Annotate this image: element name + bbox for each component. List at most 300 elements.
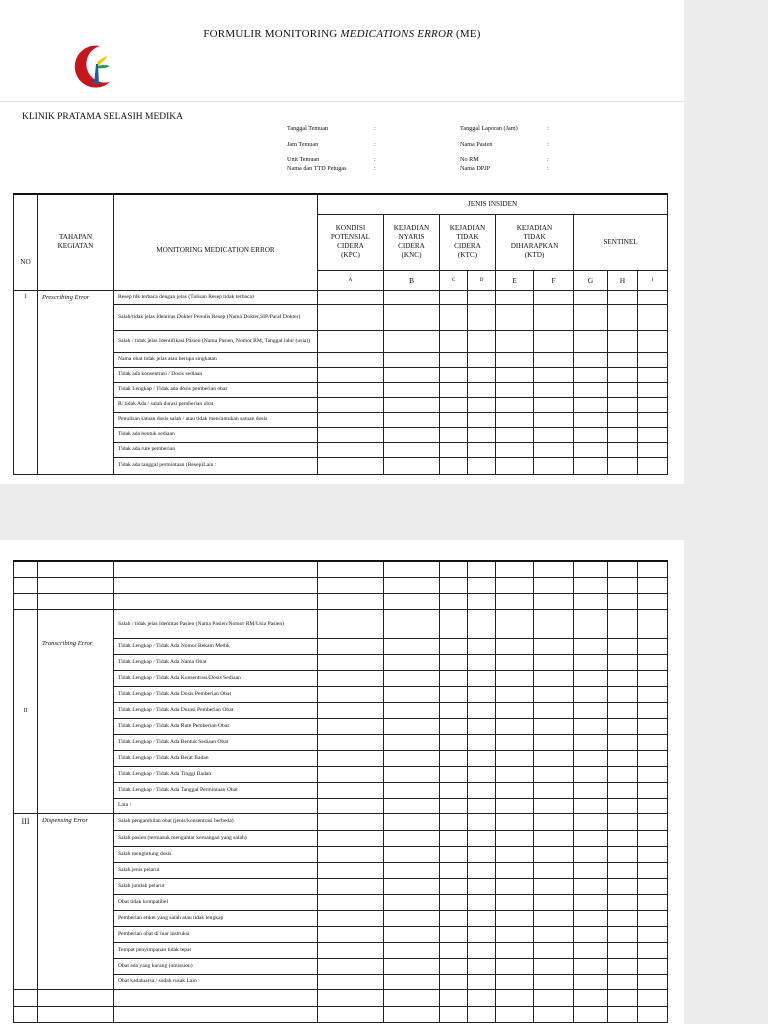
check-cell[interactable] xyxy=(384,878,440,894)
check-cell[interactable] xyxy=(440,561,468,577)
check-cell[interactable] xyxy=(608,654,638,670)
check-cell[interactable] xyxy=(534,367,574,382)
check-cell[interactable] xyxy=(440,397,468,412)
check-cell[interactable] xyxy=(440,702,468,718)
check-cell[interactable] xyxy=(440,609,468,638)
check-cell[interactable] xyxy=(574,412,608,427)
check-cell[interactable] xyxy=(496,638,534,654)
check-cell[interactable] xyxy=(318,894,384,910)
check-cell[interactable] xyxy=(440,798,468,813)
check-cell[interactable] xyxy=(318,830,384,846)
check-cell[interactable] xyxy=(534,718,574,734)
check-cell[interactable] xyxy=(534,782,574,798)
check-cell[interactable] xyxy=(440,670,468,686)
check-cell[interactable] xyxy=(496,862,534,878)
check-cell[interactable] xyxy=(574,330,608,352)
check-cell[interactable] xyxy=(574,750,608,766)
check-cell[interactable] xyxy=(496,750,534,766)
check-cell[interactable] xyxy=(384,782,440,798)
check-cell[interactable] xyxy=(534,330,574,352)
check-cell[interactable] xyxy=(496,304,534,330)
check-cell[interactable] xyxy=(608,561,638,577)
check-cell[interactable] xyxy=(496,942,534,958)
check-cell[interactable] xyxy=(638,862,668,878)
check-cell[interactable] xyxy=(318,910,384,926)
check-cell[interactable] xyxy=(608,862,638,878)
check-cell[interactable] xyxy=(608,290,638,304)
check-cell[interactable] xyxy=(440,734,468,750)
check-cell[interactable] xyxy=(468,304,496,330)
check-cell[interactable] xyxy=(574,926,608,942)
check-cell[interactable] xyxy=(384,974,440,989)
check-cell[interactable] xyxy=(638,330,668,352)
check-cell[interactable] xyxy=(440,577,468,593)
check-cell[interactable] xyxy=(534,638,574,654)
check-cell[interactable] xyxy=(496,702,534,718)
check-cell[interactable] xyxy=(318,457,384,474)
check-cell[interactable] xyxy=(440,412,468,427)
check-cell[interactable] xyxy=(574,561,608,577)
check-cell[interactable] xyxy=(384,1006,440,1022)
check-cell[interactable] xyxy=(608,427,638,442)
check-cell[interactable] xyxy=(534,910,574,926)
check-cell[interactable] xyxy=(318,561,384,577)
check-cell[interactable] xyxy=(384,457,440,474)
check-cell[interactable] xyxy=(534,457,574,474)
check-cell[interactable] xyxy=(318,577,384,593)
check-cell[interactable] xyxy=(384,830,440,846)
check-cell[interactable] xyxy=(534,686,574,702)
check-cell[interactable] xyxy=(468,561,496,577)
check-cell[interactable] xyxy=(574,782,608,798)
check-cell[interactable] xyxy=(574,813,608,830)
check-cell[interactable] xyxy=(638,910,668,926)
check-cell[interactable] xyxy=(496,878,534,894)
check-cell[interactable] xyxy=(496,427,534,442)
check-cell[interactable] xyxy=(318,926,384,942)
check-cell[interactable] xyxy=(638,382,668,397)
check-cell[interactable] xyxy=(638,290,668,304)
check-cell[interactable] xyxy=(114,1006,318,1022)
check-cell[interactable] xyxy=(608,766,638,782)
check-cell[interactable] xyxy=(496,782,534,798)
check-cell[interactable] xyxy=(496,718,534,734)
check-cell[interactable] xyxy=(384,894,440,910)
check-cell[interactable] xyxy=(574,427,608,442)
check-cell[interactable] xyxy=(440,862,468,878)
check-cell[interactable] xyxy=(318,686,384,702)
check-cell[interactable] xyxy=(384,910,440,926)
check-cell[interactable] xyxy=(384,846,440,862)
check-cell[interactable] xyxy=(440,427,468,442)
check-cell[interactable] xyxy=(384,609,440,638)
check-cell[interactable] xyxy=(384,290,440,304)
check-cell[interactable] xyxy=(608,638,638,654)
check-cell[interactable] xyxy=(318,670,384,686)
check-cell[interactable] xyxy=(574,367,608,382)
check-cell[interactable] xyxy=(384,304,440,330)
check-cell[interactable] xyxy=(440,926,468,942)
check-cell[interactable] xyxy=(534,846,574,862)
check-cell[interactable] xyxy=(534,352,574,367)
check-cell[interactable] xyxy=(384,718,440,734)
check-cell[interactable] xyxy=(468,1006,496,1022)
check-cell[interactable] xyxy=(638,702,668,718)
check-cell[interactable] xyxy=(638,442,668,457)
check-cell[interactable] xyxy=(496,593,534,609)
check-cell[interactable] xyxy=(638,686,668,702)
check-cell[interactable] xyxy=(638,352,668,367)
check-cell[interactable] xyxy=(468,750,496,766)
check-cell[interactable] xyxy=(638,638,668,654)
check-cell[interactable] xyxy=(496,670,534,686)
check-cell[interactable] xyxy=(608,577,638,593)
check-cell[interactable] xyxy=(638,1006,668,1022)
check-cell[interactable] xyxy=(114,577,318,593)
check-cell[interactable] xyxy=(318,304,384,330)
check-cell[interactable] xyxy=(574,654,608,670)
check-cell[interactable] xyxy=(574,894,608,910)
check-cell[interactable] xyxy=(608,750,638,766)
check-cell[interactable] xyxy=(608,382,638,397)
check-cell[interactable] xyxy=(608,304,638,330)
check-cell[interactable] xyxy=(384,989,440,1006)
check-cell[interactable] xyxy=(638,457,668,474)
check-cell[interactable] xyxy=(638,798,668,813)
check-cell[interactable] xyxy=(534,878,574,894)
check-cell[interactable] xyxy=(496,846,534,862)
check-cell[interactable] xyxy=(534,830,574,846)
check-cell[interactable] xyxy=(440,442,468,457)
check-cell[interactable] xyxy=(384,942,440,958)
check-cell[interactable] xyxy=(534,1006,574,1022)
check-cell[interactable] xyxy=(534,958,574,974)
check-cell[interactable] xyxy=(534,427,574,442)
check-cell[interactable] xyxy=(468,290,496,304)
check-cell[interactable] xyxy=(608,609,638,638)
check-cell[interactable] xyxy=(638,427,668,442)
check-cell[interactable] xyxy=(440,846,468,862)
check-cell[interactable] xyxy=(608,846,638,862)
check-cell[interactable] xyxy=(384,577,440,593)
check-cell[interactable] xyxy=(496,958,534,974)
check-cell[interactable] xyxy=(638,782,668,798)
check-cell[interactable] xyxy=(496,330,534,352)
check-cell[interactable] xyxy=(318,654,384,670)
check-cell[interactable] xyxy=(574,304,608,330)
check-cell[interactable] xyxy=(574,942,608,958)
check-cell[interactable] xyxy=(384,427,440,442)
check-cell[interactable] xyxy=(608,974,638,989)
check-cell[interactable] xyxy=(574,974,608,989)
check-cell[interactable] xyxy=(638,813,668,830)
check-cell[interactable] xyxy=(440,457,468,474)
check-cell[interactable] xyxy=(468,894,496,910)
check-cell[interactable] xyxy=(574,457,608,474)
check-cell[interactable] xyxy=(468,330,496,352)
check-cell[interactable] xyxy=(468,926,496,942)
check-cell[interactable] xyxy=(468,352,496,367)
check-cell[interactable] xyxy=(534,442,574,457)
check-cell[interactable] xyxy=(384,702,440,718)
check-cell[interactable] xyxy=(440,290,468,304)
check-cell[interactable] xyxy=(638,654,668,670)
check-cell[interactable] xyxy=(318,878,384,894)
check-cell[interactable] xyxy=(608,734,638,750)
check-cell[interactable] xyxy=(608,412,638,427)
check-cell[interactable] xyxy=(534,561,574,577)
check-cell[interactable] xyxy=(574,442,608,457)
check-cell[interactable] xyxy=(638,367,668,382)
check-cell[interactable] xyxy=(608,397,638,412)
check-cell[interactable] xyxy=(496,894,534,910)
check-cell[interactable] xyxy=(440,382,468,397)
check-cell[interactable] xyxy=(440,942,468,958)
check-cell[interactable] xyxy=(574,593,608,609)
check-cell[interactable] xyxy=(638,577,668,593)
check-cell[interactable] xyxy=(38,577,114,593)
check-cell[interactable] xyxy=(534,989,574,1006)
check-cell[interactable] xyxy=(534,750,574,766)
check-cell[interactable] xyxy=(608,830,638,846)
check-cell[interactable] xyxy=(496,290,534,304)
check-cell[interactable] xyxy=(468,846,496,862)
check-cell[interactable] xyxy=(638,561,668,577)
check-cell[interactable] xyxy=(638,670,668,686)
check-cell[interactable] xyxy=(608,958,638,974)
check-cell[interactable] xyxy=(318,382,384,397)
check-cell[interactable] xyxy=(496,830,534,846)
check-cell[interactable] xyxy=(468,382,496,397)
check-cell[interactable] xyxy=(574,862,608,878)
check-cell[interactable] xyxy=(440,750,468,766)
check-cell[interactable] xyxy=(440,958,468,974)
check-cell[interactable] xyxy=(468,457,496,474)
check-cell[interactable] xyxy=(608,352,638,367)
check-cell[interactable] xyxy=(638,942,668,958)
check-cell[interactable] xyxy=(496,561,534,577)
check-cell[interactable] xyxy=(638,412,668,427)
check-cell[interactable] xyxy=(638,750,668,766)
check-cell[interactable] xyxy=(440,989,468,1006)
check-cell[interactable] xyxy=(638,878,668,894)
check-cell[interactable] xyxy=(574,290,608,304)
check-cell[interactable] xyxy=(608,878,638,894)
check-cell[interactable] xyxy=(574,830,608,846)
check-cell[interactable] xyxy=(468,942,496,958)
check-cell[interactable] xyxy=(574,670,608,686)
check-cell[interactable] xyxy=(468,813,496,830)
check-cell[interactable] xyxy=(468,702,496,718)
check-cell[interactable] xyxy=(440,352,468,367)
check-cell[interactable] xyxy=(496,974,534,989)
check-cell[interactable] xyxy=(384,638,440,654)
check-cell[interactable] xyxy=(318,1006,384,1022)
check-cell[interactable] xyxy=(384,734,440,750)
check-cell[interactable] xyxy=(38,1006,114,1022)
check-cell[interactable] xyxy=(468,397,496,412)
check-cell[interactable] xyxy=(496,367,534,382)
check-cell[interactable] xyxy=(574,734,608,750)
check-cell[interactable] xyxy=(440,593,468,609)
check-cell[interactable] xyxy=(14,989,38,1006)
check-cell[interactable] xyxy=(318,442,384,457)
check-cell[interactable] xyxy=(638,974,668,989)
check-cell[interactable] xyxy=(440,974,468,989)
check-cell[interactable] xyxy=(534,894,574,910)
check-cell[interactable] xyxy=(38,593,114,609)
check-cell[interactable] xyxy=(468,958,496,974)
check-cell[interactable] xyxy=(468,412,496,427)
check-cell[interactable] xyxy=(384,654,440,670)
check-cell[interactable] xyxy=(534,290,574,304)
check-cell[interactable] xyxy=(14,561,38,577)
check-cell[interactable] xyxy=(318,942,384,958)
check-cell[interactable] xyxy=(318,989,384,1006)
check-cell[interactable] xyxy=(574,846,608,862)
check-cell[interactable] xyxy=(14,1006,38,1022)
check-cell[interactable] xyxy=(440,330,468,352)
check-cell[interactable] xyxy=(440,638,468,654)
check-cell[interactable] xyxy=(496,609,534,638)
check-cell[interactable] xyxy=(14,577,38,593)
check-cell[interactable] xyxy=(608,442,638,457)
check-cell[interactable] xyxy=(608,926,638,942)
check-cell[interactable] xyxy=(14,593,38,609)
check-cell[interactable] xyxy=(574,397,608,412)
check-cell[interactable] xyxy=(468,718,496,734)
check-cell[interactable] xyxy=(468,609,496,638)
check-cell[interactable] xyxy=(318,367,384,382)
check-cell[interactable] xyxy=(608,702,638,718)
check-cell[interactable] xyxy=(574,798,608,813)
check-cell[interactable] xyxy=(468,367,496,382)
check-cell[interactable] xyxy=(574,878,608,894)
check-cell[interactable] xyxy=(638,734,668,750)
check-cell[interactable] xyxy=(496,734,534,750)
check-cell[interactable] xyxy=(496,926,534,942)
check-cell[interactable] xyxy=(496,577,534,593)
check-cell[interactable] xyxy=(574,638,608,654)
check-cell[interactable] xyxy=(318,330,384,352)
check-cell[interactable] xyxy=(384,382,440,397)
check-cell[interactable] xyxy=(384,561,440,577)
check-cell[interactable] xyxy=(38,561,114,577)
check-cell[interactable] xyxy=(496,457,534,474)
check-cell[interactable] xyxy=(384,750,440,766)
check-cell[interactable] xyxy=(384,926,440,942)
check-cell[interactable] xyxy=(468,782,496,798)
check-cell[interactable] xyxy=(384,686,440,702)
check-cell[interactable] xyxy=(496,686,534,702)
check-cell[interactable] xyxy=(318,766,384,782)
check-cell[interactable] xyxy=(496,654,534,670)
check-cell[interactable] xyxy=(496,352,534,367)
check-cell[interactable] xyxy=(534,412,574,427)
check-cell[interactable] xyxy=(114,561,318,577)
check-cell[interactable] xyxy=(440,813,468,830)
check-cell[interactable] xyxy=(608,989,638,1006)
check-cell[interactable] xyxy=(534,813,574,830)
check-cell[interactable] xyxy=(496,766,534,782)
check-cell[interactable] xyxy=(440,878,468,894)
check-cell[interactable] xyxy=(318,427,384,442)
check-cell[interactable] xyxy=(534,577,574,593)
check-cell[interactable] xyxy=(468,989,496,1006)
check-cell[interactable] xyxy=(496,989,534,1006)
check-cell[interactable] xyxy=(318,638,384,654)
check-cell[interactable] xyxy=(496,382,534,397)
check-cell[interactable] xyxy=(318,782,384,798)
check-cell[interactable] xyxy=(318,718,384,734)
check-cell[interactable] xyxy=(638,894,668,910)
check-cell[interactable] xyxy=(114,989,318,1006)
check-cell[interactable] xyxy=(440,766,468,782)
check-cell[interactable] xyxy=(534,734,574,750)
check-cell[interactable] xyxy=(608,367,638,382)
check-cell[interactable] xyxy=(574,609,608,638)
check-cell[interactable] xyxy=(608,686,638,702)
check-cell[interactable] xyxy=(608,670,638,686)
check-cell[interactable] xyxy=(608,798,638,813)
check-cell[interactable] xyxy=(574,718,608,734)
check-cell[interactable] xyxy=(638,397,668,412)
check-cell[interactable] xyxy=(440,718,468,734)
check-cell[interactable] xyxy=(384,412,440,427)
check-cell[interactable] xyxy=(534,304,574,330)
check-cell[interactable] xyxy=(384,442,440,457)
check-cell[interactable] xyxy=(534,926,574,942)
check-cell[interactable] xyxy=(318,862,384,878)
check-cell[interactable] xyxy=(496,397,534,412)
check-cell[interactable] xyxy=(534,766,574,782)
check-cell[interactable] xyxy=(468,974,496,989)
check-cell[interactable] xyxy=(440,910,468,926)
check-cell[interactable] xyxy=(440,304,468,330)
check-cell[interactable] xyxy=(638,718,668,734)
check-cell[interactable] xyxy=(440,830,468,846)
check-cell[interactable] xyxy=(318,846,384,862)
check-cell[interactable] xyxy=(468,766,496,782)
check-cell[interactable] xyxy=(638,830,668,846)
check-cell[interactable] xyxy=(534,654,574,670)
check-cell[interactable] xyxy=(496,910,534,926)
check-cell[interactable] xyxy=(468,734,496,750)
check-cell[interactable] xyxy=(384,813,440,830)
check-cell[interactable] xyxy=(384,798,440,813)
check-cell[interactable] xyxy=(638,926,668,942)
check-cell[interactable] xyxy=(534,942,574,958)
check-cell[interactable] xyxy=(574,910,608,926)
check-cell[interactable] xyxy=(384,862,440,878)
check-cell[interactable] xyxy=(318,593,384,609)
check-cell[interactable] xyxy=(638,593,668,609)
check-cell[interactable] xyxy=(468,910,496,926)
check-cell[interactable] xyxy=(318,734,384,750)
check-cell[interactable] xyxy=(574,577,608,593)
check-cell[interactable] xyxy=(534,609,574,638)
check-cell[interactable] xyxy=(574,686,608,702)
check-cell[interactable] xyxy=(496,798,534,813)
check-cell[interactable] xyxy=(468,577,496,593)
check-cell[interactable] xyxy=(574,702,608,718)
check-cell[interactable] xyxy=(608,894,638,910)
check-cell[interactable] xyxy=(534,862,574,878)
check-cell[interactable] xyxy=(496,1006,534,1022)
check-cell[interactable] xyxy=(384,330,440,352)
check-cell[interactable] xyxy=(638,958,668,974)
check-cell[interactable] xyxy=(496,813,534,830)
